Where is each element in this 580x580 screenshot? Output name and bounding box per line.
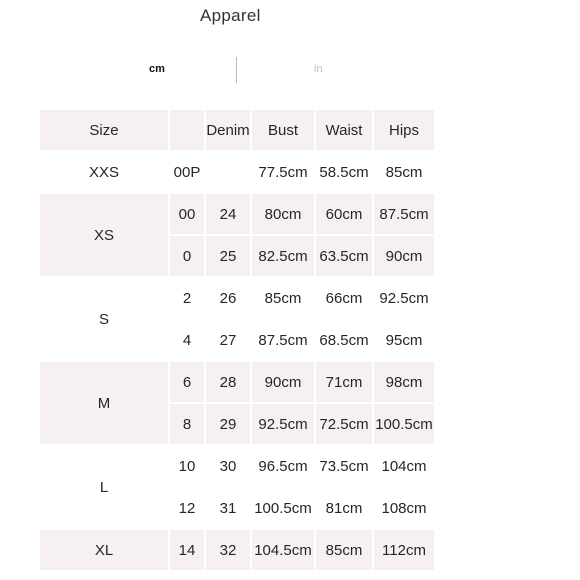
size-cell: S xyxy=(98,310,109,328)
denim-cell: 26 xyxy=(219,289,237,307)
denim-cell: 25 xyxy=(206,236,250,276)
waist-cell: 68.5cm xyxy=(319,331,369,349)
header-bust: Bust xyxy=(252,110,314,150)
bust-cell: 80cm xyxy=(252,194,314,234)
size-cell: M xyxy=(40,362,168,444)
number-size-cell: 6 xyxy=(170,362,204,402)
page-title: Apparel xyxy=(200,6,261,25)
header-row xyxy=(40,110,434,150)
bust-cell: 96.5cm xyxy=(258,457,308,475)
waist-cell: 72.5cm xyxy=(316,404,372,444)
size-cell: XS xyxy=(40,194,168,276)
number-size-cell: 8 xyxy=(170,404,204,444)
denim-cell: 24 xyxy=(206,194,250,234)
table-row xyxy=(40,278,434,318)
number-size-cell: 4 xyxy=(182,331,192,349)
number-size-cell: 2 xyxy=(182,289,192,307)
table-row xyxy=(40,194,434,234)
size-chart-table xyxy=(38,108,436,572)
denim-cell: 27 xyxy=(219,331,237,349)
unit-divider xyxy=(236,57,237,83)
waist-cell: 81cm xyxy=(325,499,363,517)
waist-cell: 71cm xyxy=(316,362,372,402)
hips-cell: 112cm xyxy=(374,530,434,570)
hips-cell: 87.5cm xyxy=(374,194,434,234)
waist-cell: 66cm xyxy=(325,289,363,307)
hips-cell: 104cm xyxy=(381,457,427,475)
number-size-cell: 10 xyxy=(178,457,196,475)
table-row xyxy=(40,446,434,486)
hips-cell: 98cm xyxy=(374,362,434,402)
size-chart-header xyxy=(40,110,434,150)
bust-cell: 92.5cm xyxy=(252,404,314,444)
header-waist: Waist xyxy=(316,110,372,150)
table-row xyxy=(40,362,434,402)
unit-cm-option[interactable]: cm xyxy=(149,63,165,75)
size-cell: XXS xyxy=(88,163,119,181)
header-number xyxy=(170,110,204,150)
denim-cell: 29 xyxy=(206,404,250,444)
bust-cell: 90cm xyxy=(252,362,314,402)
bust-cell: 104.5cm xyxy=(252,530,314,570)
denim-cell: 31 xyxy=(219,499,237,517)
waist-cell: 60cm xyxy=(316,194,372,234)
waist-cell: 85cm xyxy=(316,530,372,570)
number-size-cell: 0 xyxy=(170,236,204,276)
bust-cell: 100.5cm xyxy=(254,499,312,517)
table-row xyxy=(40,530,434,570)
unit-in-option[interactable]: in xyxy=(314,63,323,75)
denim-cell: 32 xyxy=(206,530,250,570)
denim-cell: 28 xyxy=(206,362,250,402)
hips-cell: 85cm xyxy=(385,163,423,181)
bust-cell: 82.5cm xyxy=(252,236,314,276)
number-size-cell: 00P xyxy=(173,163,201,181)
bust-cell: 77.5cm xyxy=(258,163,308,181)
denim-cell: 30 xyxy=(219,457,237,475)
size-chart-body xyxy=(40,152,434,570)
denim-cell xyxy=(206,152,250,192)
hips-cell: 90cm xyxy=(374,236,434,276)
header-hips: Hips xyxy=(374,110,434,150)
bust-cell: 85cm xyxy=(264,289,302,307)
bust-cell: 87.5cm xyxy=(258,331,308,349)
hips-cell: 95cm xyxy=(385,331,423,349)
waist-cell: 63.5cm xyxy=(316,236,372,276)
hips-cell: 92.5cm xyxy=(379,289,429,307)
hips-cell: 108cm xyxy=(381,499,427,517)
hips-cell: 100.5cm xyxy=(374,404,434,444)
unit-toggle xyxy=(140,55,340,85)
table-row xyxy=(40,152,434,192)
waist-cell: 73.5cm xyxy=(319,457,369,475)
number-size-cell: 14 xyxy=(170,530,204,570)
size-cell: XL xyxy=(40,530,168,570)
waist-cell: 58.5cm xyxy=(319,163,369,181)
header-denim: Denim xyxy=(206,110,250,150)
number-size-cell: 12 xyxy=(178,499,196,517)
number-size-cell: 00 xyxy=(170,194,204,234)
header-size: Size xyxy=(40,110,168,150)
size-cell: L xyxy=(99,478,109,496)
